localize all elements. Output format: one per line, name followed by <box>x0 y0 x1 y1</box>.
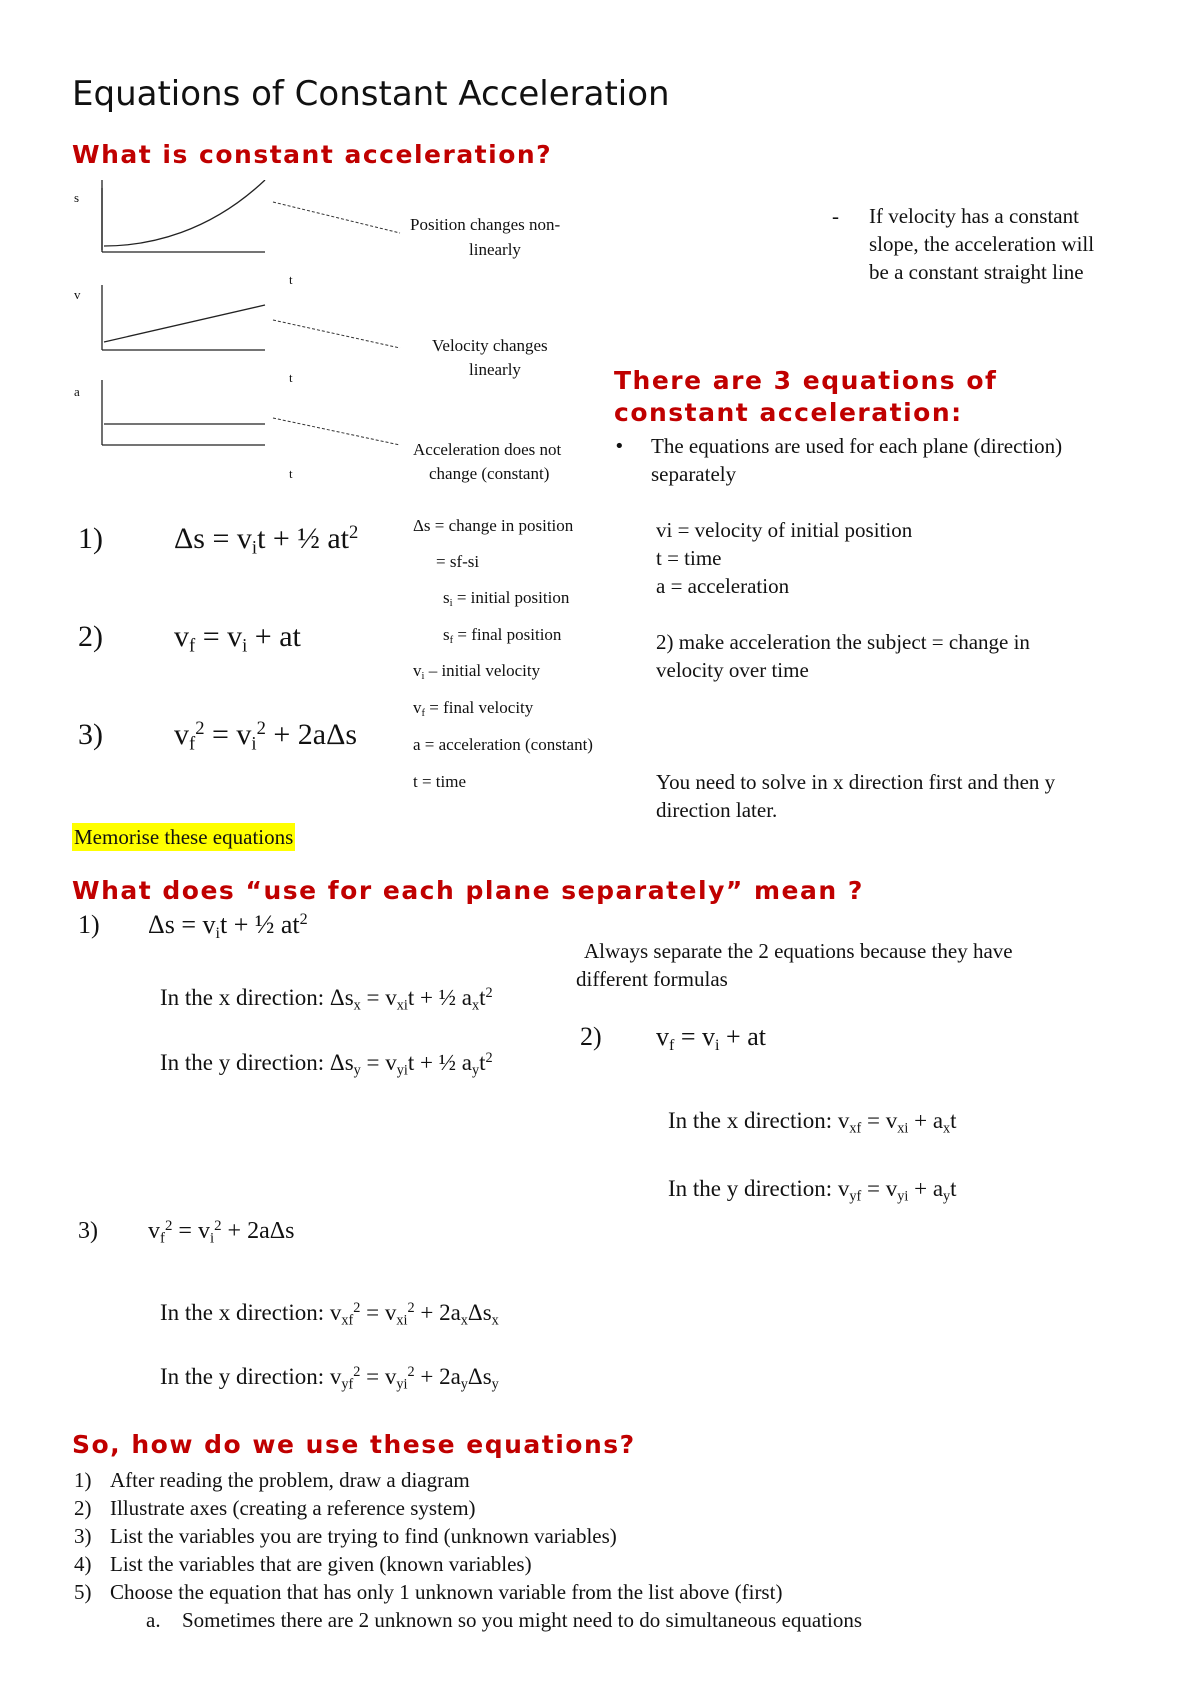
x-direction-label: In the x direction: <box>160 985 325 1010</box>
substep-letter: a. <box>146 1608 161 1632</box>
side-note <box>869 202 1094 286</box>
a-axis-label: a <box>74 384 80 399</box>
plane-eq1-number: 1) <box>78 910 100 939</box>
plane-eq3-y: In the y direction: $v_{yf}^2 = v_{yi}^2 + 2a_y\Delta s_y$ <box>160 1364 499 1393</box>
heading-what-is-constant-acceleration: What is constant acceleration? <box>72 140 553 169</box>
step-text: Illustrate axes (creating a reference system) <box>110 1496 476 1520</box>
side-note-line3: be a constant straight line <box>869 260 1084 284</box>
t-axis-label-2: t <box>289 370 293 385</box>
def-si: $s_i$ = initial position <box>443 588 570 610</box>
heading-how-to-use: So, how do we use these equations? <box>72 1430 636 1459</box>
step-number: 4) <box>74 1552 92 1576</box>
t-axis-label-3: t <box>289 466 293 481</box>
eq3-number: 3) <box>78 718 103 751</box>
velocity-time-graph <box>102 285 265 350</box>
memorise-highlight: Memorise these equations <box>74 825 294 849</box>
plane-eq1-x: In the x direction: $\Delta s_x = v_{xi}t$ + ½ $a_xt^2$ <box>160 985 493 1014</box>
separate-note <box>576 937 1013 993</box>
v-axis-label: v <box>74 287 81 302</box>
note-solve-line2: direction later. <box>656 798 778 822</box>
heading-three-equations-line1: There are 3 equations of <box>614 366 998 395</box>
note-a: a = acceleration <box>656 574 790 598</box>
def-delta-s: Δs = change in position <box>413 516 574 535</box>
step-text: After reading the problem, draw a diagram <box>110 1468 470 1492</box>
side-note-line2: slope, the acceleration will <box>869 232 1095 256</box>
def-vf-text: = final velocity <box>429 698 534 717</box>
note-t: t = time <box>656 546 722 570</box>
separate-note-line2: different formulas <box>576 967 728 991</box>
position-time-graph <box>102 180 265 252</box>
heading-three-equations-line2: constant acceleration: <box>614 398 963 427</box>
plane-eq2-number: 2) <box>580 1022 602 1051</box>
acceleration-label-line2: change (constant) <box>429 464 550 483</box>
eq3-formula: $v_f^2 = v_i^2 + 2a\Delta s$ <box>174 717 358 755</box>
separate-note-line1: Always separate the 2 equations because they have <box>584 939 1013 963</box>
def-vi: $v_i$ – initial velocity <box>413 661 541 683</box>
side-note-dash: - <box>832 204 839 228</box>
steps-list <box>74 1466 862 1634</box>
list-item <box>74 1494 862 1522</box>
step-number: 1) <box>74 1468 92 1492</box>
def-sf: $s_f$ = final position <box>443 625 562 647</box>
note-subject-line2: velocity over time <box>656 658 809 682</box>
bullet-icon: • <box>614 436 625 457</box>
def-sf-text: = final position <box>457 625 562 644</box>
list-item <box>74 1466 862 1494</box>
y-direction-label: In the y direction: <box>160 1364 325 1389</box>
note-subject <box>656 628 1030 684</box>
plane-eq3-number: 3) <box>78 1218 98 1244</box>
def-a: a = acceleration (constant) <box>413 735 593 754</box>
def-t: t = time <box>413 772 467 791</box>
note-vi: vi = velocity of initial position <box>656 518 913 542</box>
note-solve <box>656 768 1055 824</box>
s-axis-label: s <box>74 190 80 205</box>
eq1-formula: $\Delta s = v_it$ + ½ $at^2$ <box>174 521 359 559</box>
velocity-label-line1: Velocity changes <box>432 336 548 355</box>
y-direction-label: In the y direction: <box>668 1176 833 1201</box>
step-text: List the variables you are trying to find (unknown variables) <box>110 1524 617 1548</box>
plane-eq1-y: In the y direction: $\Delta s_y = v_{yi}t$ + ½ $a_yt^2$ <box>160 1050 493 1079</box>
acceleration-time-graph <box>102 380 265 445</box>
acceleration-label-line1: Acceleration does not <box>413 440 562 459</box>
def-si-text: = initial position <box>456 588 570 607</box>
eq2-number: 2) <box>78 620 103 653</box>
position-label-line2: linearly <box>469 240 521 259</box>
plane-eq2-x: In the x direction: $v_{xf} = v_{xi} + a_xt$ <box>668 1108 957 1137</box>
substep-text: Sometimes there are 2 unknown so you might need to do simultaneous equations <box>182 1608 863 1632</box>
plane-eq3-x: In the x direction: $v_{xf}^2 = v_{xi}^2 + 2a_x\Delta s_x$ <box>160 1300 499 1329</box>
page-title: Equations of Constant Acceleration <box>72 74 670 114</box>
eq1-number: 1) <box>78 522 103 555</box>
x-direction-label: In the x direction: <box>160 1300 325 1325</box>
x-direction-label: In the x direction: <box>668 1108 833 1133</box>
def-vf: $v_f$ = final velocity <box>413 698 534 720</box>
t-axis-label-1: t <box>289 272 293 287</box>
velocity-label-line2: linearly <box>469 360 521 379</box>
step-number: 5) <box>74 1580 92 1604</box>
position-label-line1: Position changes non- <box>410 215 561 234</box>
list-item <box>74 1578 862 1606</box>
step-text: Choose the equation that has only 1 unknown variable from the list above (first) <box>110 1580 783 1604</box>
list-item <box>74 1522 862 1550</box>
plane-eq2-formula: $v_f = v_i$ + at <box>656 1022 766 1054</box>
note-subject-line1: 2) make acceleration the subject = change in <box>656 630 1030 654</box>
step-number: 3) <box>74 1524 92 1548</box>
note-solve-line1: You need to solve in x direction first and then y <box>656 770 1056 794</box>
list-subitem <box>74 1606 862 1634</box>
def-sf-si: = sf-si <box>436 552 480 571</box>
def-vi-text: – initial velocity <box>428 661 541 680</box>
side-note-line1: If velocity has a constant <box>869 204 1079 228</box>
bullet-text <box>651 432 1062 488</box>
y-direction-label: In the y direction: <box>160 1050 325 1075</box>
eq2-formula: $v_f = v_i$ + at <box>174 620 301 657</box>
heading-plane-separately: What does “use for each plane separately” mean ? <box>72 876 864 905</box>
step-text: List the variables that are given (known variables) <box>110 1552 532 1576</box>
bullet-line2: separately <box>651 462 737 486</box>
plane-eq1-formula: $\Delta s = v_it$ + ½ $at^2$ <box>148 910 308 942</box>
step-number: 2) <box>74 1496 92 1520</box>
plane-eq3-formula: $v_f^2 = v_i^2 + 2a\Delta s$ <box>148 1217 295 1247</box>
list-item <box>74 1550 862 1578</box>
bullet-line1: The equations are used for each plane (direction) <box>651 434 1063 458</box>
plane-eq2-y: In the y direction: $v_{yf} = v_{yi} + a_yt$ <box>668 1176 957 1205</box>
motion-graphs-diagram <box>60 180 430 490</box>
right-variable-notes <box>656 516 912 600</box>
